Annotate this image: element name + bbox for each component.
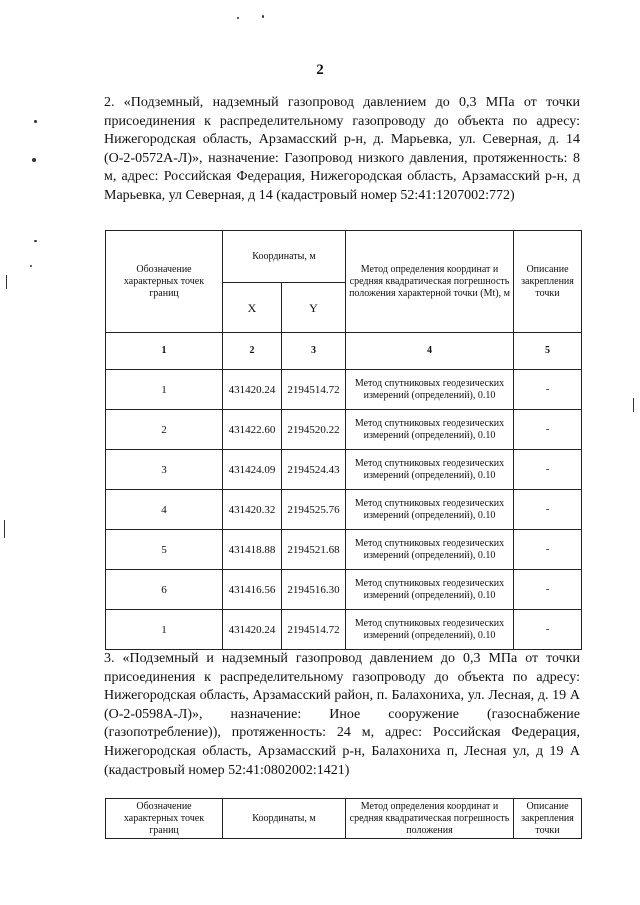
y-cell: 2194514.72 [282,370,346,410]
header-method: Метод определения координат и средняя квадратическая погрешность положения характерной точки (Mt), м [346,231,514,333]
point-cell: 6 [106,570,223,610]
y-cell: 2194514.72 [282,610,346,650]
scan-mark [633,398,634,412]
scan-mark [34,240,37,242]
point-cell: 5 [106,530,223,570]
header-x: X [223,283,282,333]
method-cell: Метод спутниковых геодезических измерений (определений), 0.10 [346,370,514,410]
point-cell: 3 [106,450,223,490]
header-coordinates: Координаты, м [223,231,346,283]
table-header-row [106,231,582,283]
fix-cell: - [514,410,582,450]
table-row [106,570,582,610]
column-number: 1 [106,333,223,370]
header-method: Метод определения координат и средняя квадратическая погрешность положения [346,799,514,839]
y-cell: 2194525.76 [282,490,346,530]
scan-mark [32,158,36,162]
scan-mark [237,17,239,19]
method-cell: Метод спутниковых геодезических измерений (определений), 0.10 [346,490,514,530]
scan-mark [262,15,264,18]
method-cell: Метод спутниковых геодезических измерений (определений), 0.10 [346,530,514,570]
point-cell: 1 [106,370,223,410]
scan-mark [6,275,7,289]
y-cell: 2194524.43 [282,450,346,490]
column-number: 2 [223,333,282,370]
table-row [106,450,582,490]
section-2-text: 2. «Подземный, надземный газопровод давлением до 0,3 МПа от точки присоединения к распределительному газопроводу до объекта по адресу: Нижегородская область, Арзамасский р-н, д. Марьевка, ул. Северная, д. 14 (О-2-0572А-Л)», назначение: Газопровод низкого давления, протяженность: 8 м, адрес: Российская Федерация, Нижегородская область, Арзамасский р-н, д Марьевка, ул Северная, д 14 (кадастровый номер 52:41:1207002:772) [104,95,580,203]
table-row [106,370,582,410]
header-coordinates: Координаты, м [223,799,346,839]
section-2-paragraph [104,94,580,206]
column-number: 4 [346,333,514,370]
column-number: 5 [514,333,582,370]
fix-cell: - [514,570,582,610]
header-description: Описание закрепления точки [514,231,582,333]
method-cell: Метод спутниковых геодезических измерений (определений), 0.10 [346,450,514,490]
method-cell: Метод спутниковых геодезических измерений (определений), 0.10 [346,570,514,610]
x-cell: 431418.88 [223,530,282,570]
x-cell: 431420.24 [223,610,282,650]
column-number: 3 [282,333,346,370]
x-cell: 431420.32 [223,490,282,530]
scan-mark [4,520,5,538]
y-cell: 2194520.22 [282,410,346,450]
header-designation: Обозначение характерных точек границ [106,231,223,333]
point-cell: 1 [106,610,223,650]
point-cell: 4 [106,490,223,530]
coordinates-table-section-2 [105,230,582,650]
fix-cell: - [514,450,582,490]
table-row [106,490,582,530]
x-cell: 431416.56 [223,570,282,610]
table-row [106,410,582,450]
fix-cell: - [514,370,582,410]
x-cell: 431422.60 [223,410,282,450]
scan-mark [30,265,32,267]
coordinates-table-section-3 [105,798,582,839]
y-cell: 2194516.30 [282,570,346,610]
section-3-text: 3. «Подземный и надземный газопровод давлением до 0,3 МПа от точки присоединения к распределительному газопроводу до объекта по адресу: Нижегородская область, Арзамасский район, п. Балахониха, ул. Лесная, д. 19 А (О-2-0598А-Л)», назначение: Иное сооружение (газоснабжение (газопотребление)), протяженность: 24 м, адрес: Российская Федерация, Нижегородская область, Арзамасский р-н, Балахониха п, Лесная ул, д 19 А (кадастровый номер 52:41:0802002:1421) [104,651,580,778]
table-header-row [106,799,582,839]
scan-mark [34,120,37,123]
page-number: 2 [316,62,324,78]
y-cell: 2194521.68 [282,530,346,570]
fix-cell: - [514,610,582,650]
method-cell: Метод спутниковых геодезических измерений (определений), 0.10 [346,410,514,450]
column-numbers-row [106,333,582,370]
fix-cell: - [514,530,582,570]
x-cell: 431424.09 [223,450,282,490]
fix-cell: - [514,490,582,530]
header-description: Описание закрепления точки [514,799,582,839]
method-cell: Метод спутниковых геодезических измерений (определений), 0.10 [346,610,514,650]
header-y: Y [282,283,346,333]
x-cell: 431420.24 [223,370,282,410]
section-3-paragraph [104,650,580,780]
table-row [106,610,582,650]
header-designation: Обозначение характерных точек границ [106,799,223,839]
table-row [106,530,582,570]
point-cell: 2 [106,410,223,450]
